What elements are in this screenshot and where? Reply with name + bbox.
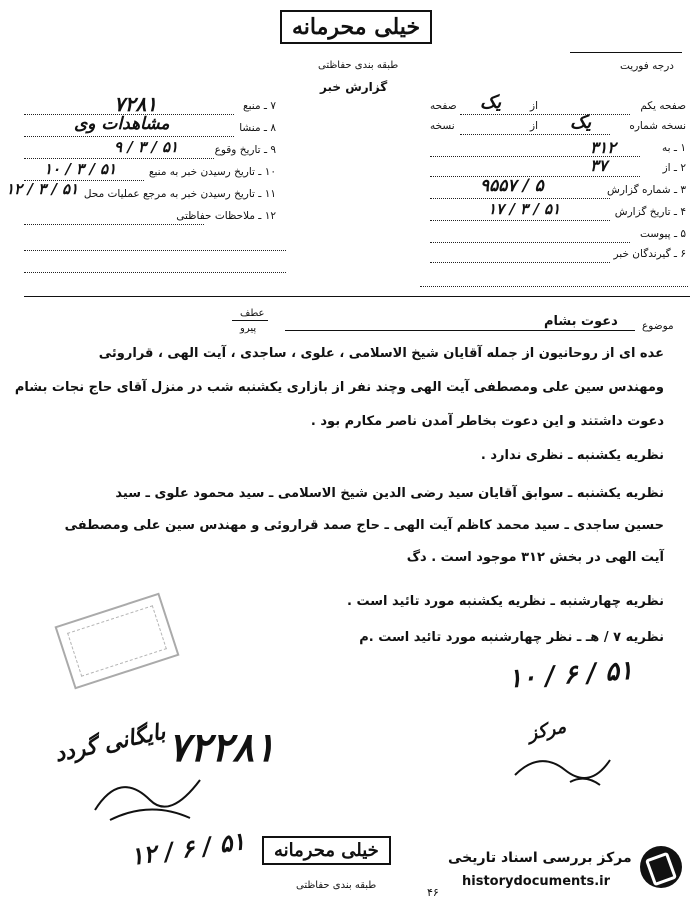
attachment-line — [430, 242, 630, 243]
copy-of-label: از — [530, 120, 538, 132]
classification-caption-top: طبقه بندی حفاظتی — [318, 60, 399, 71]
field-occurrence-date-value: ۹ / ۳ / ۵۱ — [114, 138, 179, 156]
urgency-label: درجه فوریت — [620, 60, 674, 72]
left-extra-line-2 — [24, 272, 286, 273]
left-extra-line-1 — [24, 250, 286, 251]
subject-label: موضوع — [642, 320, 674, 332]
ref-label: عطف — [240, 308, 265, 319]
signature-left — [90, 770, 210, 830]
report-number-line — [430, 198, 610, 199]
field-source-label: ۷ ـ منبع — [243, 100, 276, 112]
header-rule — [24, 296, 690, 297]
handwritten-initials-right: مرکز — [526, 716, 568, 745]
subject-line — [285, 330, 635, 331]
body-line-5: نظریه یکشنبه ـ سوابق آقایان سید رضی الدین شیخ الاسلامی ـ سید محمود علوی ـ سید — [115, 486, 664, 501]
field-security-notes-line — [24, 224, 204, 225]
classification-caption-bottom: طبقه بندی حفاظتی — [296, 880, 377, 891]
field-news-to-office-value: ۱۲ / ۳ / ۵۱ — [6, 180, 79, 198]
recipients-label: ۶ ـ گیرندگان خبر — [613, 248, 686, 260]
field-origin-value: مشاهدات وی — [74, 114, 170, 134]
report-title: گزارش خبر — [320, 80, 388, 94]
page-label: صفحه یکم — [640, 100, 686, 112]
handwritten-date-left: ۱۲ / ۶ / ۵۱ — [128, 826, 247, 871]
report-number-value: ۹۵۵۷ / ۵ — [480, 176, 544, 196]
copy-line — [460, 134, 610, 135]
from-label: ۲ ـ از — [662, 162, 686, 174]
classification-stamp-bottom: خیلی محرمانه — [262, 836, 391, 865]
subject-value: دعوت بشام — [544, 314, 618, 329]
report-date-value: ۱۷ / ۳ / ۵۱ — [488, 200, 561, 218]
copy-suffix-label: نسخه — [430, 120, 455, 132]
report-number-label: ۳ ـ شماره گزارش — [607, 184, 686, 196]
classification-stamp-top: خیلی محرمانه — [280, 10, 432, 44]
page-line — [460, 114, 630, 115]
body-line-8: نظریه چهارشنبه ـ نظریه یکشنبه مورد تائید است . — [347, 594, 664, 609]
field-security-notes-label: ۱۲ ـ ملاحظات حفاظتی — [176, 210, 276, 222]
field-occurrence-date-label: ۹ ـ تاریخ وقوع — [214, 144, 276, 156]
ref-divider — [232, 320, 268, 321]
body-line-3: دعوت داشتند و این دعوت بخاطر آمدن ناصر مکارم بود . — [310, 414, 664, 429]
attachment-label: ۵ ـ پیوست — [639, 228, 686, 240]
copy-label: نسخه شماره — [629, 120, 686, 132]
field-news-to-office-label: ۱۱ ـ تاریخ رسیدن خبر به مرجع عملیات محل — [83, 188, 276, 200]
right-extra-line — [420, 286, 688, 287]
report-date-line — [430, 220, 610, 221]
field-occurrence-date-line — [24, 158, 214, 159]
body-line-9: نظریه ۷ / هـ ـ نظر چهارشنبه مورد تائید است .م — [359, 630, 664, 645]
recipients-line — [430, 262, 610, 263]
body-line-6: حسین ساجدی ـ سید محمد کاظم آیت الهی ـ حاج صمد قراروئی و مهندس سین علی ومصطفی — [64, 518, 664, 533]
urgency-line — [570, 52, 682, 53]
field-news-to-source-label: ۱۰ ـ تاریخ رسیدن خبر به منبع — [148, 166, 276, 178]
archive-name: مرکز بررسی اسناد تاریخی — [448, 850, 632, 866]
body-line-4: نظریه یکشنبه ـ نظری ندارد . — [480, 448, 664, 463]
handwritten-date-right: ۱۰ / ۶ / ۵۱ — [507, 655, 634, 695]
body-line-2: ومهندس سین علی ومصطفی آیت الهی وچند نفر از بازاری یکشنبه شب در منزل آقای حاج نجات بشام — [14, 380, 664, 395]
archive-url: historydocuments.ir — [462, 874, 611, 889]
to-label: ۱ ـ به — [662, 142, 686, 154]
page-of-label: از — [530, 100, 538, 112]
from-value: ۳۷ — [590, 156, 608, 175]
field-origin-label: ۸ ـ منشا — [239, 122, 276, 134]
page-suffix-label: صفحه — [430, 100, 457, 112]
field-source-value: ۷۲۸۱ — [114, 92, 157, 116]
handwritten-archive-note: بایگانی گردد — [52, 718, 168, 768]
field-origin-line — [24, 136, 234, 137]
handwritten-source-code: ۷۲۲۸۱ — [168, 724, 276, 771]
page-number: ۴۶ — [427, 886, 439, 899]
page-value: یک — [480, 92, 502, 113]
body-line-1: عده ای از روحانیون از جمله آقایان شیخ الاسلامی ، علوی ، ساجدی ، آیت الهی ، قراروئی — [98, 346, 664, 361]
field-news-to-source-value: ۱۰ / ۳ / ۵۱ — [44, 160, 117, 178]
right-fields — [420, 92, 688, 270]
copy-value: یک — [570, 112, 592, 133]
report-date-label: ۴ ـ تاریخ گزارش — [614, 206, 686, 218]
left-fields — [6, 92, 284, 230]
archive-logo-icon — [640, 846, 682, 888]
signature-right — [510, 730, 620, 790]
faint-rubber-stamp — [54, 593, 179, 690]
body-line-7: آیت الهی در بخش ۳۱۲ موجود است . دگ — [406, 550, 664, 565]
follow-up-label: پیرو — [240, 323, 257, 334]
to-value: ۳۱۲ — [590, 138, 616, 157]
